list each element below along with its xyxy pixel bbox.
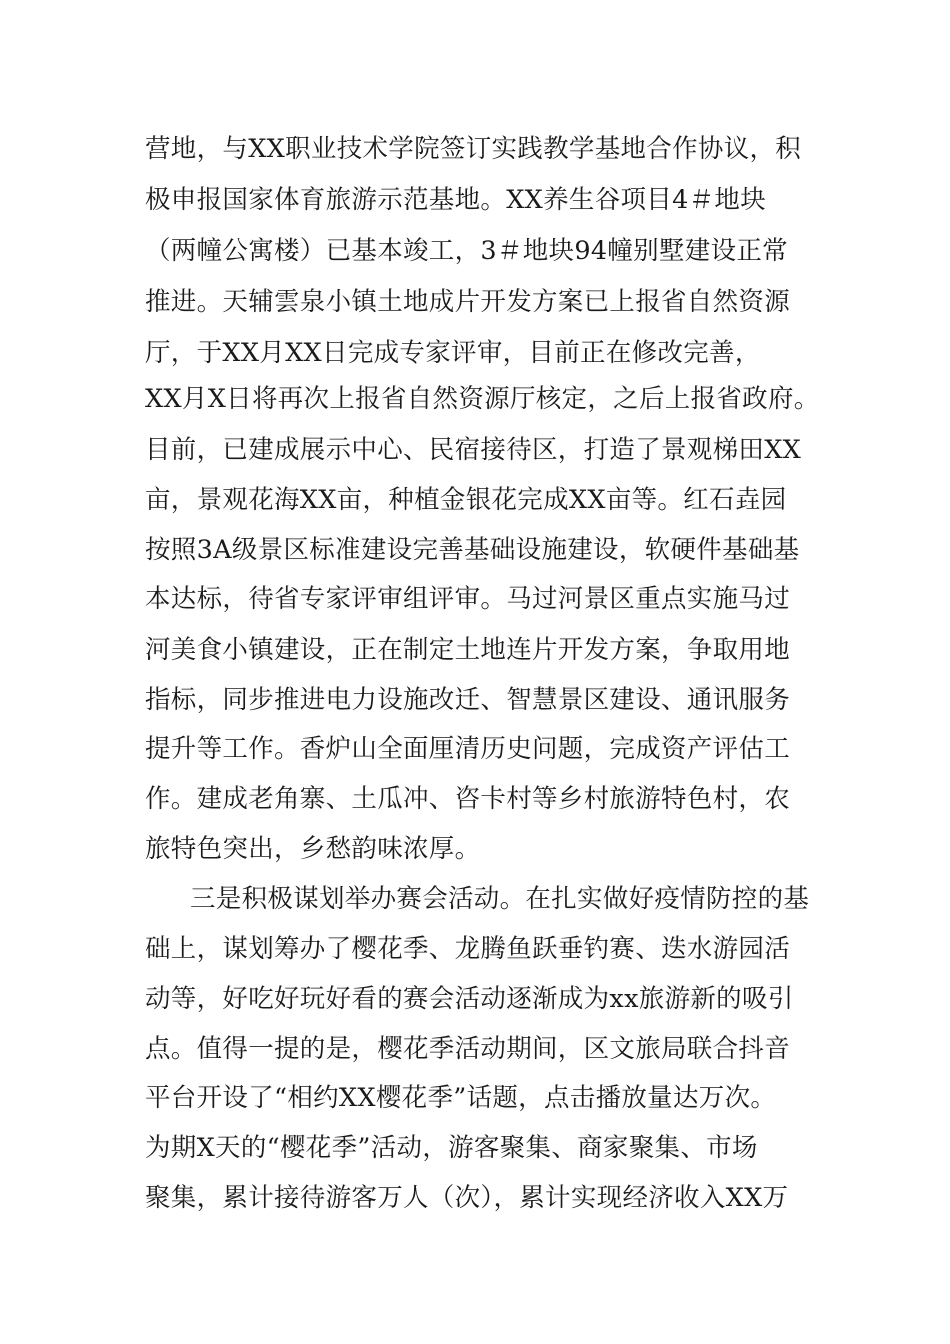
text-line: 作。建成老角寨、土瓜冲、咨卡村等乡村旅游特色村，农 — [145, 784, 791, 814]
text-line: 河美食小镇建设，正在制定土地连片开发方案，争取用地 — [145, 635, 791, 665]
text-line: 推进。天辅雲泉小镇土地成片开发方案已上报省自然资源 — [145, 287, 791, 317]
text-line: 点。值得一提的是，樱花季活动期间，区文旅局联合抖音 — [145, 1034, 791, 1064]
text-line: 按照3A级景区标准建设完善基础设施建设，软硬件基础基 — [145, 535, 800, 565]
text-line: 提升等工作。香炉山全面厘清历史问题，完成资产评估工 — [145, 734, 791, 764]
text-line: 极申报国家体育旅游示范基地。XX养生谷项目4＃地块 — [145, 185, 767, 215]
text-line: 础上，谋划筹办了樱花季、龙腾鱼跃垂钓赛、迭水游园活 — [145, 934, 791, 964]
text-line: 旅特色突出，乡愁韵味浓厚。 — [145, 834, 481, 864]
text-line: 营地，与XX职业技术学院签订实践教学基地合作协议，积 — [145, 134, 802, 164]
text-line: （两幢公寓楼）已基本竣工，3＃地块94幢别墅建设正常 — [145, 236, 788, 266]
text-line: 亩，景观花海XX亩，种植金银花完成XX亩等。红石垚园 — [145, 485, 787, 515]
text-line: XX月X日将再次上报省自然资源厅核定，之后上报省政府。 — [145, 384, 820, 414]
text-line: 动等，好吃好玩好看的赛会活动逐渐成为xx旅游新的吸引 — [145, 984, 794, 1014]
text-line: 厅，于XX月XX日完成专家评审，目前正在修改完善， — [145, 338, 761, 368]
text-line: 平台开设了“相约XX樱花季”话题，点击播放量达万次。 — [145, 1083, 777, 1113]
text-line: 目前，已建成展示中心、民宿接待区，打造了景观梯田XX — [145, 435, 802, 465]
paragraph-heading-line: 三是积极谋划举办赛会活动。在扎实做好疫情防控的基 — [190, 884, 810, 914]
text-line: 指标，同步推进电力设施改迁、智慧景区建设、通讯服务 — [145, 685, 791, 715]
text-line: 聚集，累计接待游客万人（次），累计实现经济收入XX万 — [145, 1183, 789, 1213]
text-line: 为期X天的“樱花季”活动，游客聚集、商家聚集、市场 — [145, 1133, 758, 1163]
text-line: 本达标，待省专家评审组评审。马过河景区重点实施马过 — [145, 584, 791, 614]
